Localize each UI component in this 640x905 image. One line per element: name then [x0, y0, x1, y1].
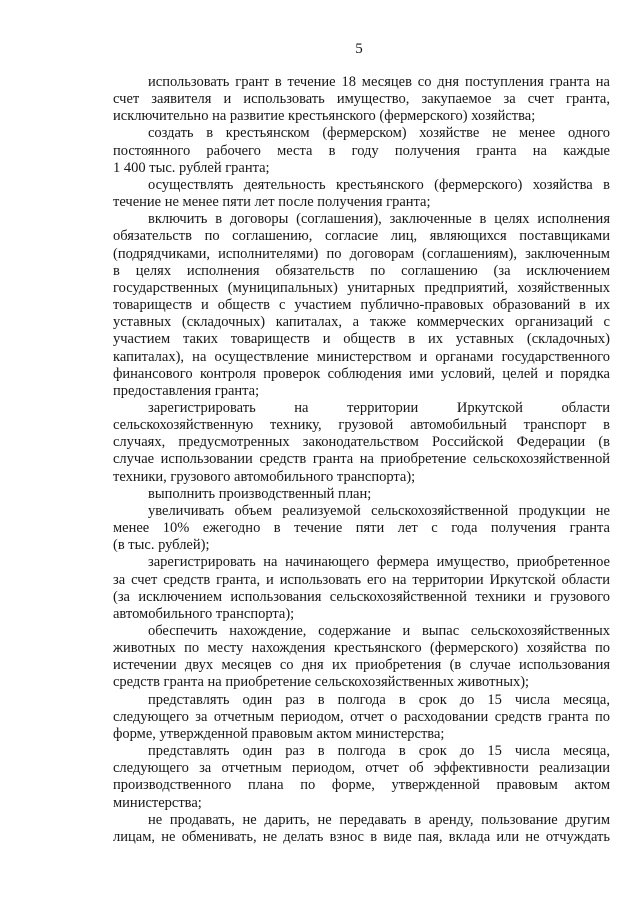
- text-line: исключительно на развитие крестьянского (фермерского) хозяйства;: [113, 108, 536, 125]
- text-line: уставных (складочных) капиталах, а также коммерческих организаций с: [113, 314, 610, 331]
- text-line: обеспечить нахождение, содержание и выпас сельскохозяйственных: [148, 623, 610, 639]
- text-line: товариществ и обществ с участием публично-правовых образований в их: [113, 297, 610, 314]
- paragraph: [113, 211, 610, 400]
- text-line: зарегистрировать на территории Иркутской области: [148, 399, 610, 416]
- text-line: (за исключением использования сельскохозяйственной техники и грузового: [113, 588, 610, 605]
- text-line: форме, утвержденной правовым актом министерства;: [113, 725, 445, 742]
- text-line: создать в крестьянском (фермерском) хозяйстве не менее одного: [148, 125, 610, 142]
- text-line: выполнить производственный план;: [148, 485, 372, 502]
- paragraph: [113, 125, 610, 176]
- page-number: 5: [355, 41, 363, 57]
- text-line: представлять один раз в полгода в срок до 15 числа месяца,: [148, 743, 610, 760]
- paragraph: [113, 554, 610, 623]
- text-line: средств гранта на приобретение сельскохозяйственных животных);: [113, 674, 530, 691]
- text-line: за счет средств гранта, и использовать его на территории Иркутской области: [113, 571, 610, 588]
- text-line: менее 10% ежегодно в течение пяти лет с года получения гранта: [113, 520, 610, 537]
- text-line: не продавать, не дарить, не передавать в аренду, пользование другим: [148, 811, 610, 828]
- paragraph: [113, 743, 610, 812]
- text-line: осуществлять деятельность крестьянского (фермерского) хозяйства в: [148, 176, 610, 193]
- paragraph: [113, 503, 610, 554]
- paragraph: [113, 74, 610, 125]
- text-line: зарегистрировать на начинающего фермера имущество, приобретенное: [148, 554, 610, 571]
- text-line: автомобильного транспорта);: [113, 605, 295, 622]
- text-line: финансового контроля проверок соблюдения ими условий, целей и порядка: [113, 365, 610, 382]
- text-line: лицам, не обменивать, не делать взнос в виде пая, вклада или не отчуждать: [113, 828, 610, 845]
- text-line: включить в договоры (соглашения), заключенные в целях исполнения: [148, 211, 610, 228]
- text-line: истечении двух месяцев со дня их приобретения (в случае использования: [113, 657, 610, 674]
- text-line: (подрядчиками, исполнителями) по договорам (соглашениям), заключенным: [113, 245, 610, 262]
- text-line: представлять один раз в полгода в срок до 15 числа месяца,: [148, 691, 610, 708]
- text-line: счет заявителя и использовать имущество, закупаемое за счет гранта,: [113, 91, 610, 108]
- text-line: предоставления гранта;: [113, 382, 260, 399]
- text-line: использовать грант в течение 18 месяцев со дня поступления гранта на: [148, 74, 610, 90]
- text-line: в целях исполнения обязательств по соглашению (за исключением: [113, 262, 610, 279]
- text-line: сельскохозяйственную технику, грузовой автомобильный транспорт в: [113, 417, 610, 434]
- text-line: министерства;: [113, 794, 202, 811]
- paragraph: [113, 692, 610, 743]
- text-line: случае использовании средств гранта на приобретение сельскохозяйственной: [113, 451, 610, 468]
- document-body: [113, 74, 610, 846]
- text-line: 1 400 тыс. рублей гранта;: [113, 159, 270, 176]
- paragraph: [113, 623, 610, 692]
- text-line: течение не менее пяти лет после получения гранта;: [113, 194, 431, 211]
- paragraph: [113, 812, 610, 846]
- text-line: участием таких товариществ и обществ в их уставных (складочных): [113, 331, 610, 348]
- text-line: увеличивать объем реализуемой сельскохозяйственной продукции не: [148, 502, 610, 519]
- text-line: производственного плана по форме, утвержденной правовым актом: [113, 777, 610, 794]
- text-line: следующего за отчетным периодом, отчет об эффективности реализации: [113, 760, 610, 777]
- paragraph: [113, 486, 610, 503]
- paragraph: [113, 400, 610, 486]
- paragraph: [113, 177, 610, 211]
- text-line: случаях, предусмотренных законодательством Российской Федерации (в: [113, 434, 610, 451]
- text-line: техники, грузового автомобильного транспорта);: [113, 468, 416, 485]
- text-line: государственных (муниципальных) унитарных предприятий, хозяйственных: [113, 279, 610, 296]
- text-line: следующего за отчетным периодом, отчет о расходовании средств гранта по: [113, 708, 610, 725]
- text-line: обязательств по соглашению, согласие лиц, являющихся поставщиками: [113, 228, 610, 245]
- text-line: постоянного рабочего места в году получения гранта на каждые: [113, 142, 610, 159]
- text-line: капиталах), на осуществление министерством и органами государственного: [113, 348, 610, 365]
- text-line: животных по месту нахождения крестьянского (фермерского) хозяйства по: [113, 640, 610, 657]
- text-line: (в тыс. рублей);: [113, 537, 210, 554]
